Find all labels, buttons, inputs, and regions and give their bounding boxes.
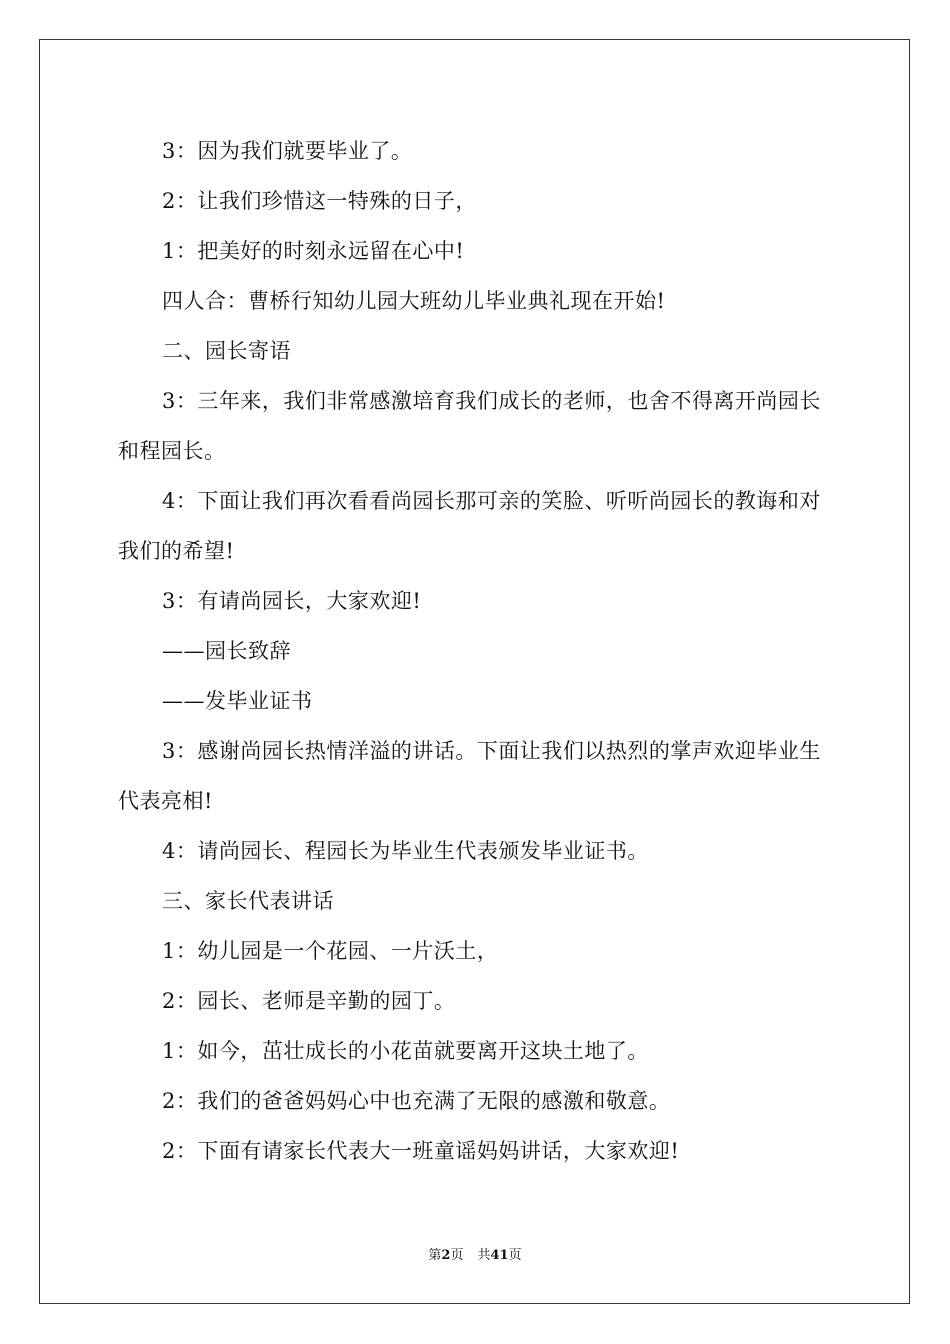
paragraph: 3：三年来，我们非常感激培育我们成长的老师，也舍不得离开尚园长和程园长。 (118, 389, 821, 463)
footer-total-prefix: 共 (477, 1248, 491, 1263)
paragraph: ——发毕业证书 (162, 689, 313, 713)
paragraph: 2：下面有请家长代表大一班童谣妈妈讲话，大家欢迎! (162, 1139, 680, 1163)
paragraph: 2：让我们珍惜这一特殊的日子， (162, 189, 477, 213)
paragraph: 4：下面让我们再次看看尚园长那可亲的笑脸、听听尚园长的教诲和对我们的希望! (118, 489, 821, 563)
document-body (118, 126, 838, 1176)
paragraph: 2：园长、老师是辛勤的园丁。 (162, 989, 456, 1013)
paragraph: 1：把美好的时刻永远留在心中! (162, 239, 465, 263)
footer-total-suffix: 页 (508, 1248, 522, 1263)
paragraph: 1：如今，茁壮成长的小花苗就要离开这块土地了。 (162, 1039, 649, 1063)
paragraph: 3：因为我们就要毕业了。 (162, 139, 413, 163)
footer-total-pages: 41 (490, 1248, 509, 1263)
paragraph: 四人合：曹桥行知幼儿园大班幼儿毕业典礼现在开始! (162, 289, 666, 313)
paragraph: 2：我们的爸爸妈妈心中也充满了无限的感激和敬意。 (162, 1089, 671, 1113)
paragraph: 3：感谢尚园长热情洋溢的讲话。下面让我们以热烈的掌声欢迎毕业生代表亮相! (118, 739, 821, 813)
page-footer (0, 1244, 950, 1263)
footer-page-number: 2 (441, 1248, 451, 1263)
paragraph: ——园长致辞 (162, 639, 291, 663)
footer-page-prefix: 第 (428, 1248, 442, 1263)
section-heading: 三、家长代表讲话 (162, 889, 334, 913)
paragraph: 1：幼儿园是一个花园、一片沃土， (162, 939, 499, 963)
paragraph: 4：请尚园长、程园长为毕业生代表颁发毕业证书。 (162, 839, 649, 863)
footer-page-suffix: 页 (450, 1248, 464, 1263)
section-heading: 二、园长寄语 (162, 339, 291, 363)
paragraph: 3：有请尚园长，大家欢迎! (162, 589, 422, 613)
